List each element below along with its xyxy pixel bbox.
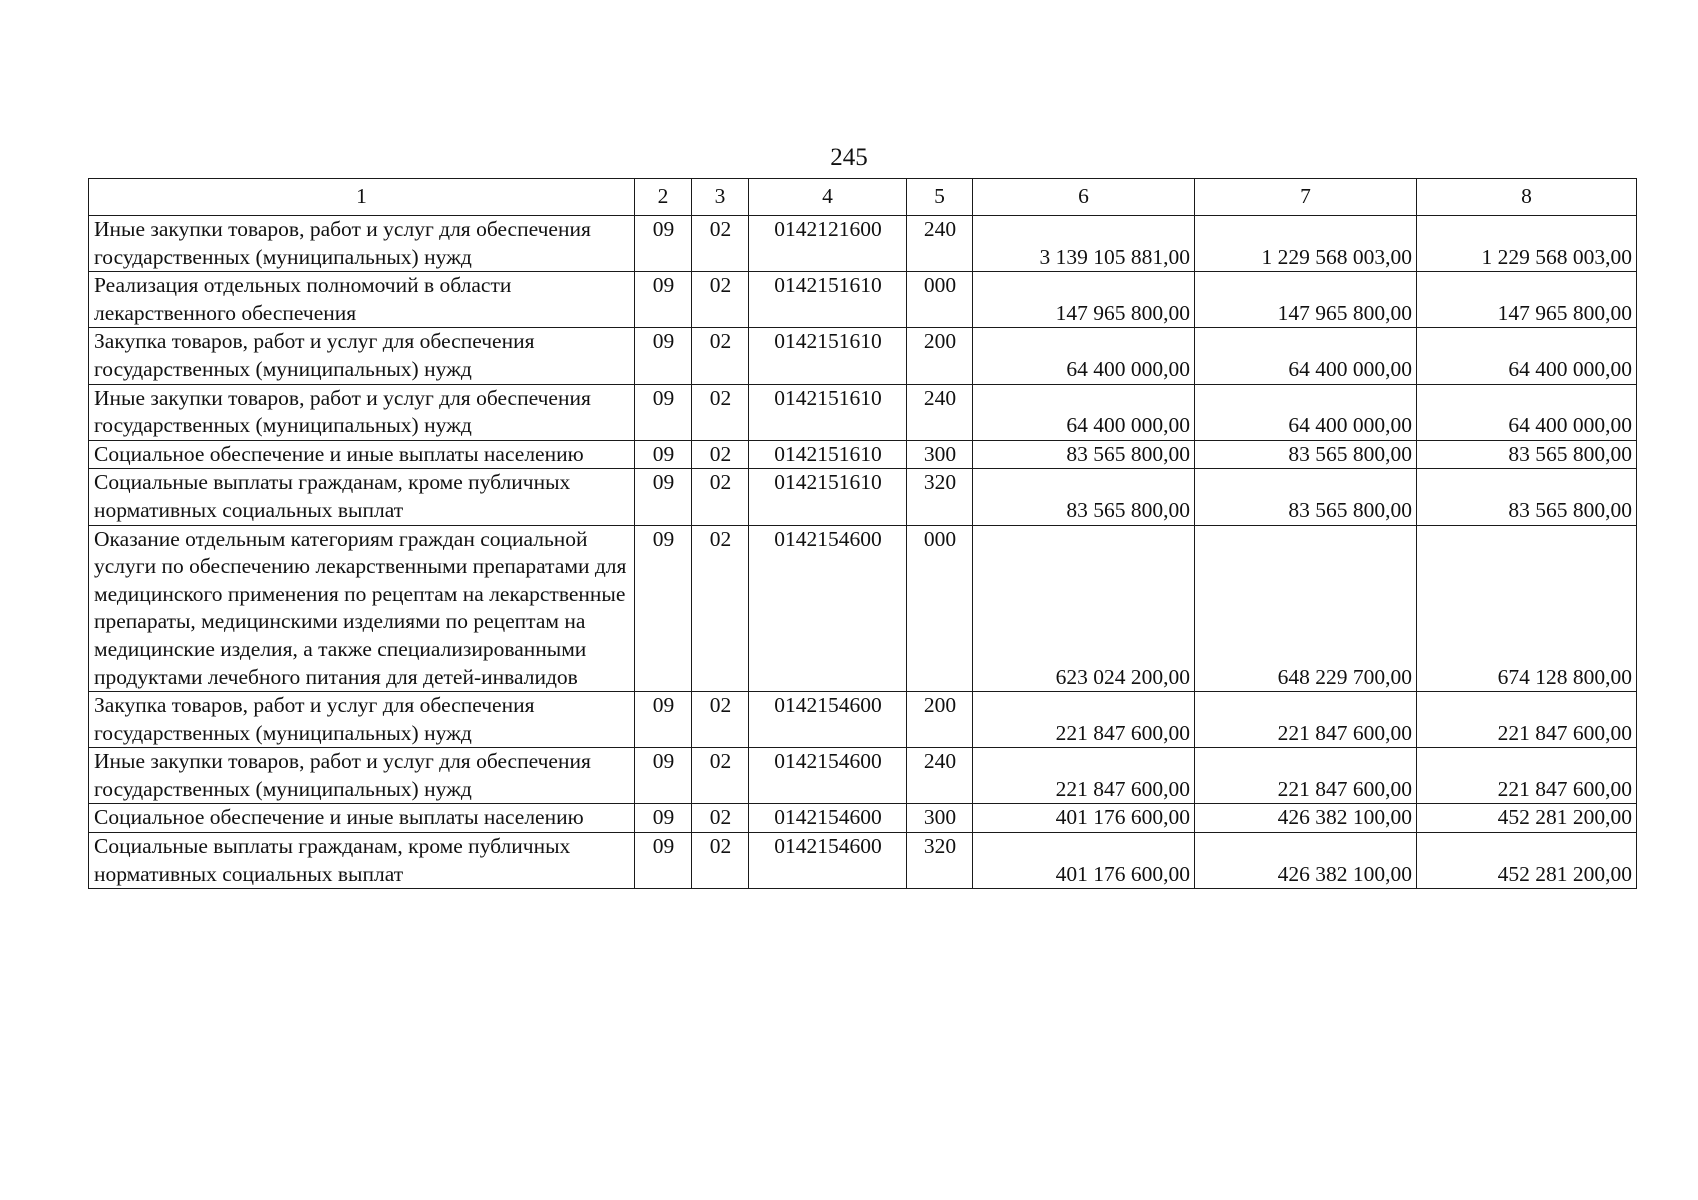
expense-type-code: 000 (907, 272, 973, 328)
amount-col-8: 452 281 200,00 (1417, 833, 1637, 889)
row-description: Реализация отдельных полномочий в области лекарственного обеспечения (89, 272, 635, 328)
subsection-code: 02 (692, 692, 749, 748)
section-code: 09 (635, 440, 692, 469)
row-description: Иные закупки товаров, работ и услуг для обеспечения государственных (муниципальных) нужд (89, 216, 635, 272)
subsection-code: 02 (692, 804, 749, 833)
subsection-code: 02 (692, 469, 749, 525)
row-description: Иные закупки товаров, работ и услуг для обеспечения государственных (муниципальных) нужд (89, 748, 635, 804)
table-row (89, 216, 1637, 272)
row-description: Закупка товаров, работ и услуг для обеспечения государственных (муниципальных) нужд (89, 328, 635, 384)
amount-col-7: 64 400 000,00 (1195, 384, 1417, 440)
subsection-code: 02 (692, 748, 749, 804)
amount-col-6: 83 565 800,00 (973, 440, 1195, 469)
target-article-code: 0142151610 (749, 384, 907, 440)
amount-col-7: 648 229 700,00 (1195, 525, 1417, 692)
subsection-code: 02 (692, 833, 749, 889)
amount-col-8: 452 281 200,00 (1417, 804, 1637, 833)
amount-col-8: 83 565 800,00 (1417, 469, 1637, 525)
column-header: 5 (907, 179, 973, 216)
amount-col-7: 83 565 800,00 (1195, 469, 1417, 525)
section-code: 09 (635, 692, 692, 748)
subsection-code: 02 (692, 328, 749, 384)
amount-col-7: 64 400 000,00 (1195, 328, 1417, 384)
amount-col-6: 221 847 600,00 (973, 692, 1195, 748)
expense-type-code: 200 (907, 692, 973, 748)
table-row (89, 692, 1637, 748)
amount-col-6: 147 965 800,00 (973, 272, 1195, 328)
row-description: Социальные выплаты гражданам, кроме публичных нормативных социальных выплат (89, 469, 635, 525)
table-row (89, 272, 1637, 328)
amount-col-8: 83 565 800,00 (1417, 440, 1637, 469)
subsection-code: 02 (692, 272, 749, 328)
table-row (89, 469, 1637, 525)
column-header: 8 (1417, 179, 1637, 216)
target-article-code: 0142151610 (749, 469, 907, 525)
column-header: 1 (89, 179, 635, 216)
amount-col-8: 221 847 600,00 (1417, 748, 1637, 804)
target-article-code: 0142154600 (749, 692, 907, 748)
column-header: 2 (635, 179, 692, 216)
column-header: 3 (692, 179, 749, 216)
amount-col-7: 83 565 800,00 (1195, 440, 1417, 469)
amount-col-7: 1 229 568 003,00 (1195, 216, 1417, 272)
section-code: 09 (635, 328, 692, 384)
amount-col-6: 64 400 000,00 (973, 328, 1195, 384)
table-row (89, 525, 1637, 692)
table-row (89, 384, 1637, 440)
amount-col-8: 674 128 800,00 (1417, 525, 1637, 692)
table-row (89, 440, 1637, 469)
target-article-code: 0142151610 (749, 440, 907, 469)
target-article-code: 0142154600 (749, 833, 907, 889)
row-description: Закупка товаров, работ и услуг для обеспечения государственных (муниципальных) нужд (89, 692, 635, 748)
amount-col-6: 3 139 105 881,00 (973, 216, 1195, 272)
subsection-code: 02 (692, 440, 749, 469)
amount-col-7: 221 847 600,00 (1195, 692, 1417, 748)
amount-col-8: 1 229 568 003,00 (1417, 216, 1637, 272)
expense-type-code: 240 (907, 748, 973, 804)
section-code: 09 (635, 833, 692, 889)
expense-type-code: 320 (907, 469, 973, 525)
section-code: 09 (635, 272, 692, 328)
table-row (89, 833, 1637, 889)
expense-type-code: 300 (907, 440, 973, 469)
row-description: Социальное обеспечение и иные выплаты населению (89, 804, 635, 833)
expense-type-code: 200 (907, 328, 973, 384)
column-header: 6 (973, 179, 1195, 216)
target-article-code: 0142151610 (749, 328, 907, 384)
section-code: 09 (635, 748, 692, 804)
section-code: 09 (635, 384, 692, 440)
amount-col-6: 401 176 600,00 (973, 804, 1195, 833)
section-code: 09 (635, 469, 692, 525)
row-description: Оказание отдельным категориям граждан социальной услуги по обеспечению лекарственными препаратами для медицинского применения по рецептам на лекарственные препараты, медицинскими изделиями по рецептам на медицинские изделия, а также специализированными продуктами лечебного питания для детей-инвалидов (89, 525, 635, 692)
amount-col-8: 64 400 000,00 (1417, 328, 1637, 384)
amount-col-6: 401 176 600,00 (973, 833, 1195, 889)
row-description: Иные закупки товаров, работ и услуг для обеспечения государственных (муниципальных) нужд (89, 384, 635, 440)
expense-type-code: 240 (907, 216, 973, 272)
amount-col-8: 221 847 600,00 (1417, 692, 1637, 748)
table-row (89, 748, 1637, 804)
subsection-code: 02 (692, 525, 749, 692)
page-number: 245 (830, 144, 868, 171)
row-description: Социальные выплаты гражданам, кроме публичных нормативных социальных выплат (89, 833, 635, 889)
table-row (89, 804, 1637, 833)
expense-type-code: 300 (907, 804, 973, 833)
subsection-code: 02 (692, 216, 749, 272)
amount-col-7: 426 382 100,00 (1195, 833, 1417, 889)
target-article-code: 0142154600 (749, 525, 907, 692)
target-article-code: 0142121600 (749, 216, 907, 272)
amount-col-8: 147 965 800,00 (1417, 272, 1637, 328)
section-code: 09 (635, 216, 692, 272)
amount-col-7: 221 847 600,00 (1195, 748, 1417, 804)
expense-type-code: 000 (907, 525, 973, 692)
amount-col-6: 221 847 600,00 (973, 748, 1195, 804)
header-row (89, 179, 1637, 216)
row-description: Социальное обеспечение и иные выплаты населению (89, 440, 635, 469)
table-row (89, 328, 1637, 384)
section-code: 09 (635, 525, 692, 692)
amount-col-8: 64 400 000,00 (1417, 384, 1637, 440)
column-header: 7 (1195, 179, 1417, 216)
subsection-code: 02 (692, 384, 749, 440)
target-article-code: 0142154600 (749, 748, 907, 804)
amount-col-6: 64 400 000,00 (973, 384, 1195, 440)
target-article-code: 0142151610 (749, 272, 907, 328)
budget-table (88, 178, 1637, 889)
target-article-code: 0142154600 (749, 804, 907, 833)
expense-type-code: 320 (907, 833, 973, 889)
amount-col-7: 147 965 800,00 (1195, 272, 1417, 328)
column-header: 4 (749, 179, 907, 216)
amount-col-6: 83 565 800,00 (973, 469, 1195, 525)
amount-col-6: 623 024 200,00 (973, 525, 1195, 692)
expense-type-code: 240 (907, 384, 973, 440)
section-code: 09 (635, 804, 692, 833)
amount-col-7: 426 382 100,00 (1195, 804, 1417, 833)
